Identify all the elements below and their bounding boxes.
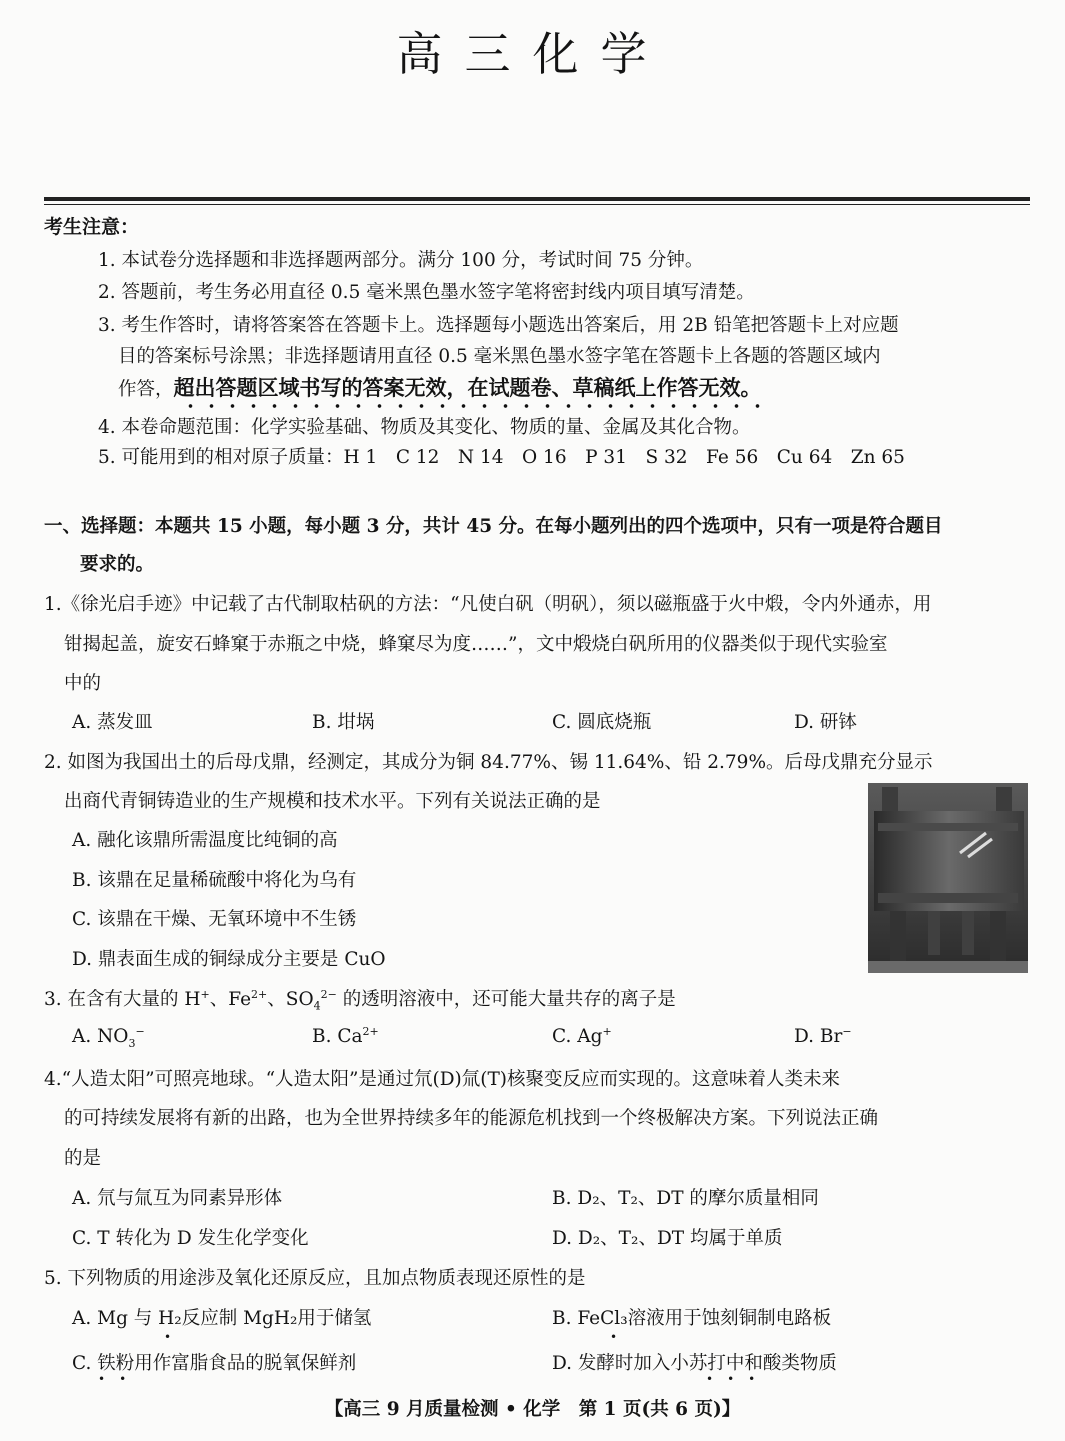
q3-stem-part-d: 的透明溶液中，还可能大量共存的离子是 — [336, 989, 676, 1010]
q5-emphasis-dot-cl: • — [610, 1330, 618, 1344]
q3-stem: 3. 在含有大量的 H+、$Fe^{2+}$、$SO_4^{2-}$ 的透明溶液中，还可能大量共存的离子是 — [44, 987, 676, 1013]
q5-emphasis-dots-baking-soda: ••• — [706, 1372, 770, 1386]
q4-option-c: C. T 转化为 D 发生化学变化 — [72, 1228, 309, 1249]
notice-line-4: 4. 本卷命题范围：化学实验基础、物质及其变化、物质的量、金属及其化合物。 — [98, 417, 751, 438]
q4-stem-line-2: 的可持续发展将有新的出路，也为全世界持续多年的能源危机找到一个终极解决方案。下列说法正确 — [64, 1108, 879, 1129]
notice-line-3a: 3. 考生作答时，请将答案答在答题卡上。选择题每小题选出答案后，用 2B 铅笔把答题卡上对应题 — [98, 315, 899, 336]
q2-stem-line-1: 2. 如图为我国出土的后母戊鼎，经测定，其成分为铜 84.77%、锡 11.64%、铅 2.79%。后母戊鼎充分显示 — [44, 752, 933, 773]
q4-option-a: A. 氘与氚互为同素异形体 — [72, 1188, 283, 1209]
section-1-line-1: 一、选择题：本题共 15 小题，每小题 3 分，共计 45 分。在每小题列出的四个选项中，只有一项是符合题目 — [44, 516, 943, 537]
q5-option-c: C. 铁粉用作富脂食品的脱氧保鲜剂 — [72, 1353, 357, 1374]
header-rule-thin — [44, 204, 1030, 205]
q1-stem-line-1: 1.《徐光启手迹》中记载了古代制取枯矾的方法：“凡使白矾（明矾），须以磁瓶盛于火中煅，令内外通赤，用 — [44, 594, 932, 615]
q3-stem-part-b: 、Fe — [209, 989, 252, 1010]
q3-option-d-text: D. Br — [794, 1026, 843, 1048]
q4-option-d: D. D₂、T₂、DT 均属于单质 — [552, 1228, 783, 1249]
q2-option-b: B. 该鼎在足量稀硫酸中将化为乌有 — [72, 870, 357, 891]
q2-option-a: A. 融化该鼎所需温度比纯铜的高 — [72, 830, 338, 851]
ding-photo — [868, 783, 1028, 973]
q4-stem-line-1: 4.“人造太阳”可照亮地球。“人造太阳”是通过氘(D)氚(T)核聚变反应而实现的。这意味着人类未来 — [44, 1069, 841, 1090]
q3-stem-part-a: 3. 在含有大量的 H — [44, 989, 201, 1010]
q3-option-c-text: C. Ag — [552, 1026, 603, 1048]
notice-heading: 考生注意： — [44, 216, 140, 238]
q1-stem-line-3: 中的 — [64, 673, 102, 694]
q1-option-a: A. 蒸发皿 — [72, 712, 153, 733]
q1-stem-line-2: 钳揭起盖，旋安石蜂窠于赤瓶之中烧，蜂窠尽为度……”，文中煅烧白矾所用的仪器类似于现代实验室 — [64, 634, 888, 655]
q1-option-b: B. 坩埚 — [312, 712, 375, 733]
section-1-line-2: 要求的。 — [80, 554, 155, 575]
notice-line-3c — [118, 378, 762, 400]
notice-line-1: 1. 本试卷分选择题和非选择题两部分。满分 100 分，考试时间 75 分钟。 — [98, 250, 704, 271]
q2-option-d: D. 鼎表面生成的铜绿成分主要是 CuO — [72, 949, 386, 970]
q3-option-a-text: A. NO — [72, 1026, 129, 1048]
header-rule-thick — [44, 197, 1030, 201]
notice-emphasis: 超出答题区域书写的答案无效，在试题卷、草稿纸上作答无效。 — [174, 376, 762, 410]
q5-option-a: A. Mg 与 H₂反应制 MgH₂用于储氢 — [72, 1308, 372, 1329]
notice-line-2: 2. 答题前，考生务必用直径 0.5 毫米黑色墨水签字笔将密封线内项目填写清楚。 — [98, 282, 755, 303]
q1-option-d: D. 研钵 — [794, 712, 857, 733]
q3-option-b: B. $Ca^{2+}$ — [312, 1025, 379, 1048]
q3-option-b-text: B. Ca — [312, 1026, 363, 1048]
notice-line-5: 5. 可能用到的相对原子质量：H 1 C 12 N 14 O 16 P 31 S 32 Fe 56 Cu 64 Zn 65 — [98, 447, 905, 468]
notice-line-3b: 目的答案标号涂黑；非选择题请用直径 0.5 毫米黑色墨水签字笔在答题卡上各题的答题区域内 — [118, 346, 881, 367]
q4-stem-line-3: 的是 — [64, 1148, 102, 1169]
q5-stem: 5. 下列物质的用途涉及氧化还原反应，且加点物质表现还原性的是 — [44, 1268, 586, 1289]
q3-option-a: A. $NO_3^-$ — [72, 1025, 145, 1050]
q5-emphasis-dots-iron: •• — [98, 1372, 141, 1386]
q2-stem-line-2: 出商代青铜铸造业的生产规模和技术水平。下列有关说法正确的是 — [64, 791, 601, 812]
q5-option-d: D. 发酵时加入小苏打中和酸类物质 — [552, 1353, 837, 1374]
q3-option-c: C. Ag+ — [552, 1025, 612, 1048]
q3-stem-part-c: 、SO — [267, 989, 314, 1010]
q2-option-c: C. 该鼎在干燥、无氧环境中不生锈 — [72, 909, 357, 930]
q1-option-c: C. 圆底烧瓶 — [552, 712, 652, 733]
page-footer: 【高三 9 月质量检测 • 化学 第 1 页(共 6 页)】 — [324, 1399, 741, 1420]
q3-option-d: D. Br− — [794, 1025, 852, 1048]
page-title: 高三化学 — [396, 27, 669, 81]
notice-line-3c-prefix: 作答， — [118, 379, 174, 400]
q4-option-b: B. D₂、T₂、DT 的摩尔质量相同 — [552, 1188, 819, 1209]
q5-emphasis-dot-h: • — [164, 1330, 172, 1344]
q5-option-b: B. FeCl₃溶液用于蚀刻铜制电路板 — [552, 1308, 832, 1329]
